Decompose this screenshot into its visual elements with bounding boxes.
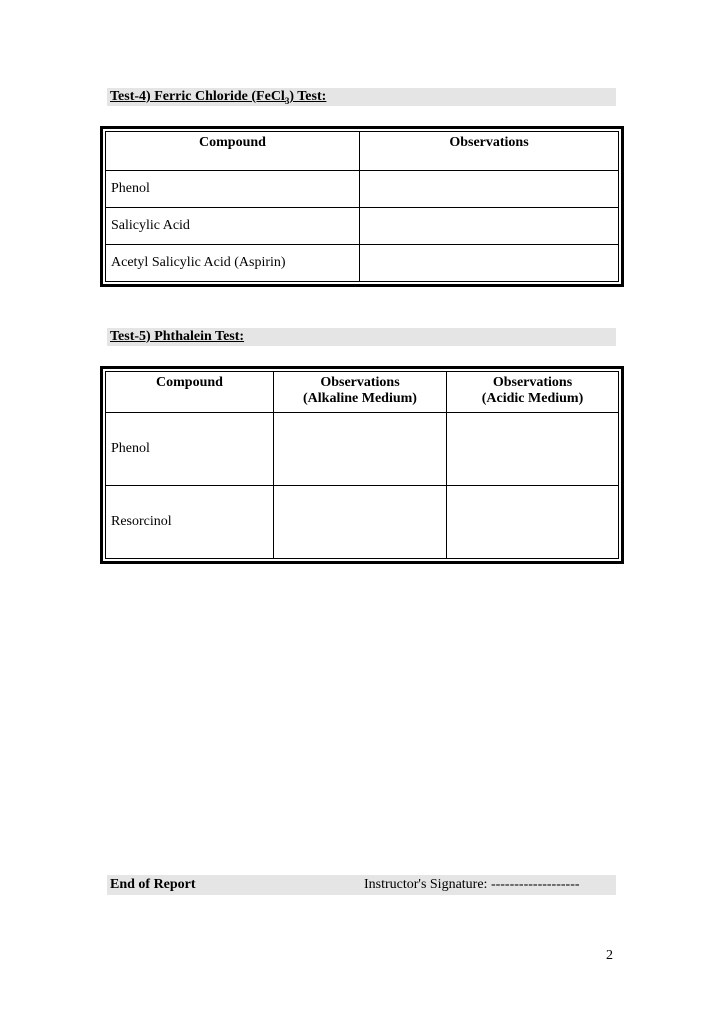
page-number: 2 <box>606 948 613 963</box>
table-row <box>106 245 619 282</box>
test4-header-compound: Compound <box>106 132 360 171</box>
instructor-signature-label: Instructor's Signature: ------------------- <box>364 877 580 892</box>
compound-cell: Acetyl Salicylic Acid (Aspirin) <box>106 245 360 282</box>
test5-header-row <box>106 372 619 413</box>
observation-acidic-cell[interactable] <box>447 486 619 559</box>
test4-heading-subscript: 3 <box>284 95 290 106</box>
observation-alkaline-cell[interactable] <box>274 486 447 559</box>
compound-cell: Phenol <box>106 413 274 486</box>
test4-heading-suffix: ) Test: <box>289 89 327 104</box>
compound-cell: Salicylic Acid <box>106 208 360 245</box>
header-line: Compound <box>156 375 223 390</box>
observation-cell[interactable] <box>360 171 619 208</box>
header-line: Observations <box>320 375 400 390</box>
test4-header-observations: Observations <box>360 132 619 171</box>
test5-table <box>100 366 624 564</box>
header-line: Observations <box>492 375 573 390</box>
header-line: (Acidic Medium) <box>481 391 584 406</box>
end-of-report-label: End of Report <box>110 877 196 892</box>
test4-table <box>100 126 624 287</box>
test5-header-acidic <box>447 372 619 413</box>
observation-cell[interactable] <box>360 208 619 245</box>
compound-cell: Phenol <box>106 171 360 208</box>
observation-cell[interactable] <box>360 245 619 282</box>
test4-heading <box>107 88 616 106</box>
observation-alkaline-cell[interactable] <box>274 413 447 486</box>
observation-acidic-cell[interactable] <box>447 413 619 486</box>
test5-heading-text: Test-5) Phthalein Test: <box>110 329 245 344</box>
report-footer <box>107 875 616 895</box>
test5-header-compound <box>106 372 274 413</box>
header-line: (Alkaline Medium) <box>303 391 417 406</box>
table-row <box>106 486 619 559</box>
test5-heading <box>107 328 616 346</box>
table-row <box>106 171 619 208</box>
compound-cell: Resorcinol <box>106 486 274 559</box>
test4-header-row <box>106 132 619 171</box>
test5-header-alkaline <box>274 372 447 413</box>
table-row <box>106 413 619 486</box>
test4-heading-text: Test-4) Ferric Chloride (FeCl <box>110 89 285 104</box>
table-row <box>106 208 619 245</box>
